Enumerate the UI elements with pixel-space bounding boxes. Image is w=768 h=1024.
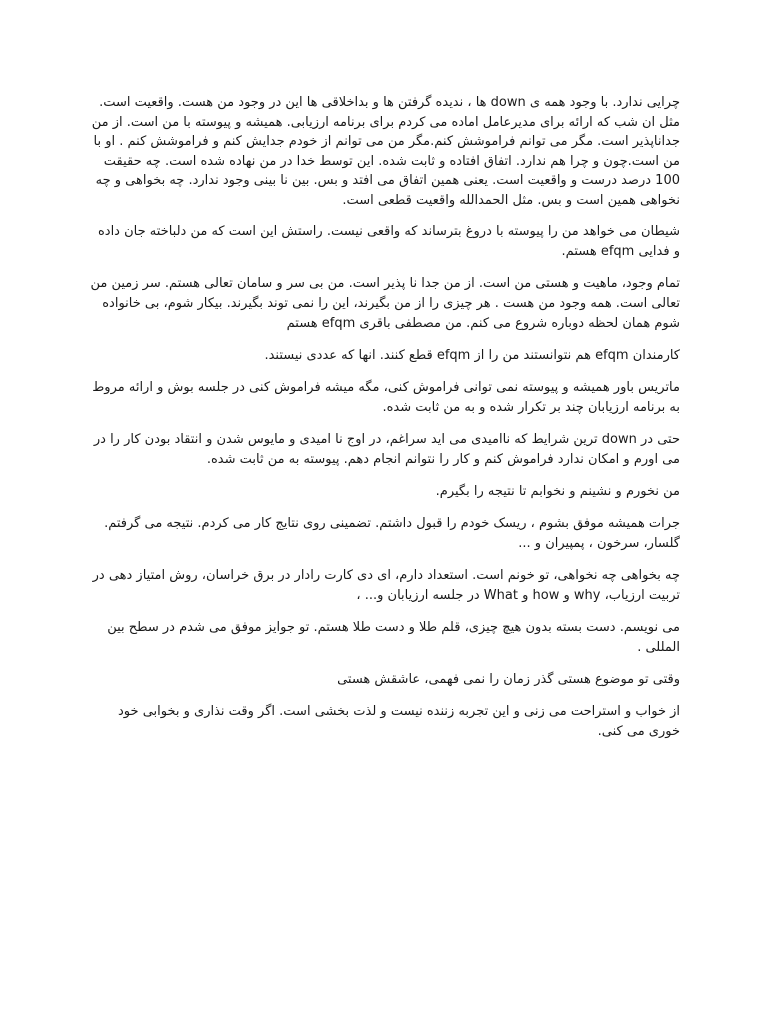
- paragraph-6: حتی در down ترین شرایط که ناامیدی می اید سراغم، در اوج نا امیدی و مایوس شدن و انتقاد بودن کار را در می اورم و امکان ندارد فراموش کنم و کار را نتوانم انجام دهم. پیوسته به من ثابت شده.: [93, 432, 680, 467]
- paragraph-8: جرات همیشه موفق بشوم ، ریسک خودم را قبول داشتم. تضمینی روی نتایج کار می کردم. نتیجه می گرفتم. گلسار، سرخون ، پمپیران و ...: [104, 516, 680, 551]
- paragraph-4: کارمندان efqm هم نتوانستند من را از efqm قطع کنند. انها که عددی نیستند.: [264, 348, 680, 363]
- paragraph-2: شیطان می خواهد من را پیوسته با دروغ بترساند که واقعی نیست. راستش این است که من دلباخته جان داده و فدایی efqm هستم.: [97, 224, 680, 259]
- paragraph-11: وقتی تو موضوع هستی گذر زمان را نمی فهمی، عاشقش هستی: [337, 672, 680, 687]
- paragraph-12: از خواب و استراحت می زنی و این تجربه زننده نیست و لذت بخشی است. اگر وقت نذاری و بخوابی خود خوری می کنی.: [118, 704, 680, 739]
- paragraph-10: می نویسم. دست بسته بدون هیچ چیزی، قلم طلا و دست طلا هستم. تو جوایز موفق می شدم در سطح بین المللی .: [107, 620, 680, 655]
- paragraph-3: تمام وجود، ماهیت و هستی من است. از من جدا نا پذیر است. من بی سر و سامان تعالی هستم. سر زمین من تعالی است. همه وجود من هست . هر چیزی را از من بگیرند، این را نمی توند بگیرند. بیکار شوم، بی خانواده شوم همان لحظه دوباره شروع می کنم. من مصطفی باقری efqm هستم: [90, 276, 680, 331]
- paragraph-7: من نخورم و نشینم و نخوابم تا نتیجه را بگیرم.: [435, 484, 680, 499]
- paragraph-1: چرایی ندارد. با وجود همه ی down ها ، ندیده گرفتن ها و بداخلاقی ها این در وجود من هست. واقعیت است. مثل ان شب که ارائه برای مدیرعامل اماده می کردم برای برنامه ارزیابی. همیشه و پیوسته با من است. از من جداناپذیر است. مگر می توانم فراموشش کنم.مگر من می توانم از خودم جدایش کنم و فراموشش کنم . او با من است.چون و چرا هم ندارد. اتفاق افتاده و ثابت شده. این توسط خدا در من نهاده شده است. چه حقیقت 100 درصد درست و واقعیت است. یعنی همین اتفاق می افتد و بس. بین نا بینی وجود ندارد. چه بخواهی و چه نخواهی همین است و بس. مثل الحمدالله واقعیت قطعی است.: [91, 95, 680, 208]
- paragraph-5: ماتریس باور همیشه و پیوسته نمی توانی فراموش کنی، مگه میشه فراموش کنی در جلسه بوش و ارائه مروط به برنامه ارزیابان چند بر تکرار شده و به من ثابت شده.: [92, 380, 680, 415]
- document-page: [88, 93, 680, 754]
- paragraph-9: چه بخواهی چه نخواهی، تو خونم است. استعداد دارم، ای دی کارت رادار در برق خراسان، روش امتیاز دهی در تربیت ارزیاب، why و how و What در جلسه ارزیابان و... ،: [92, 568, 680, 603]
